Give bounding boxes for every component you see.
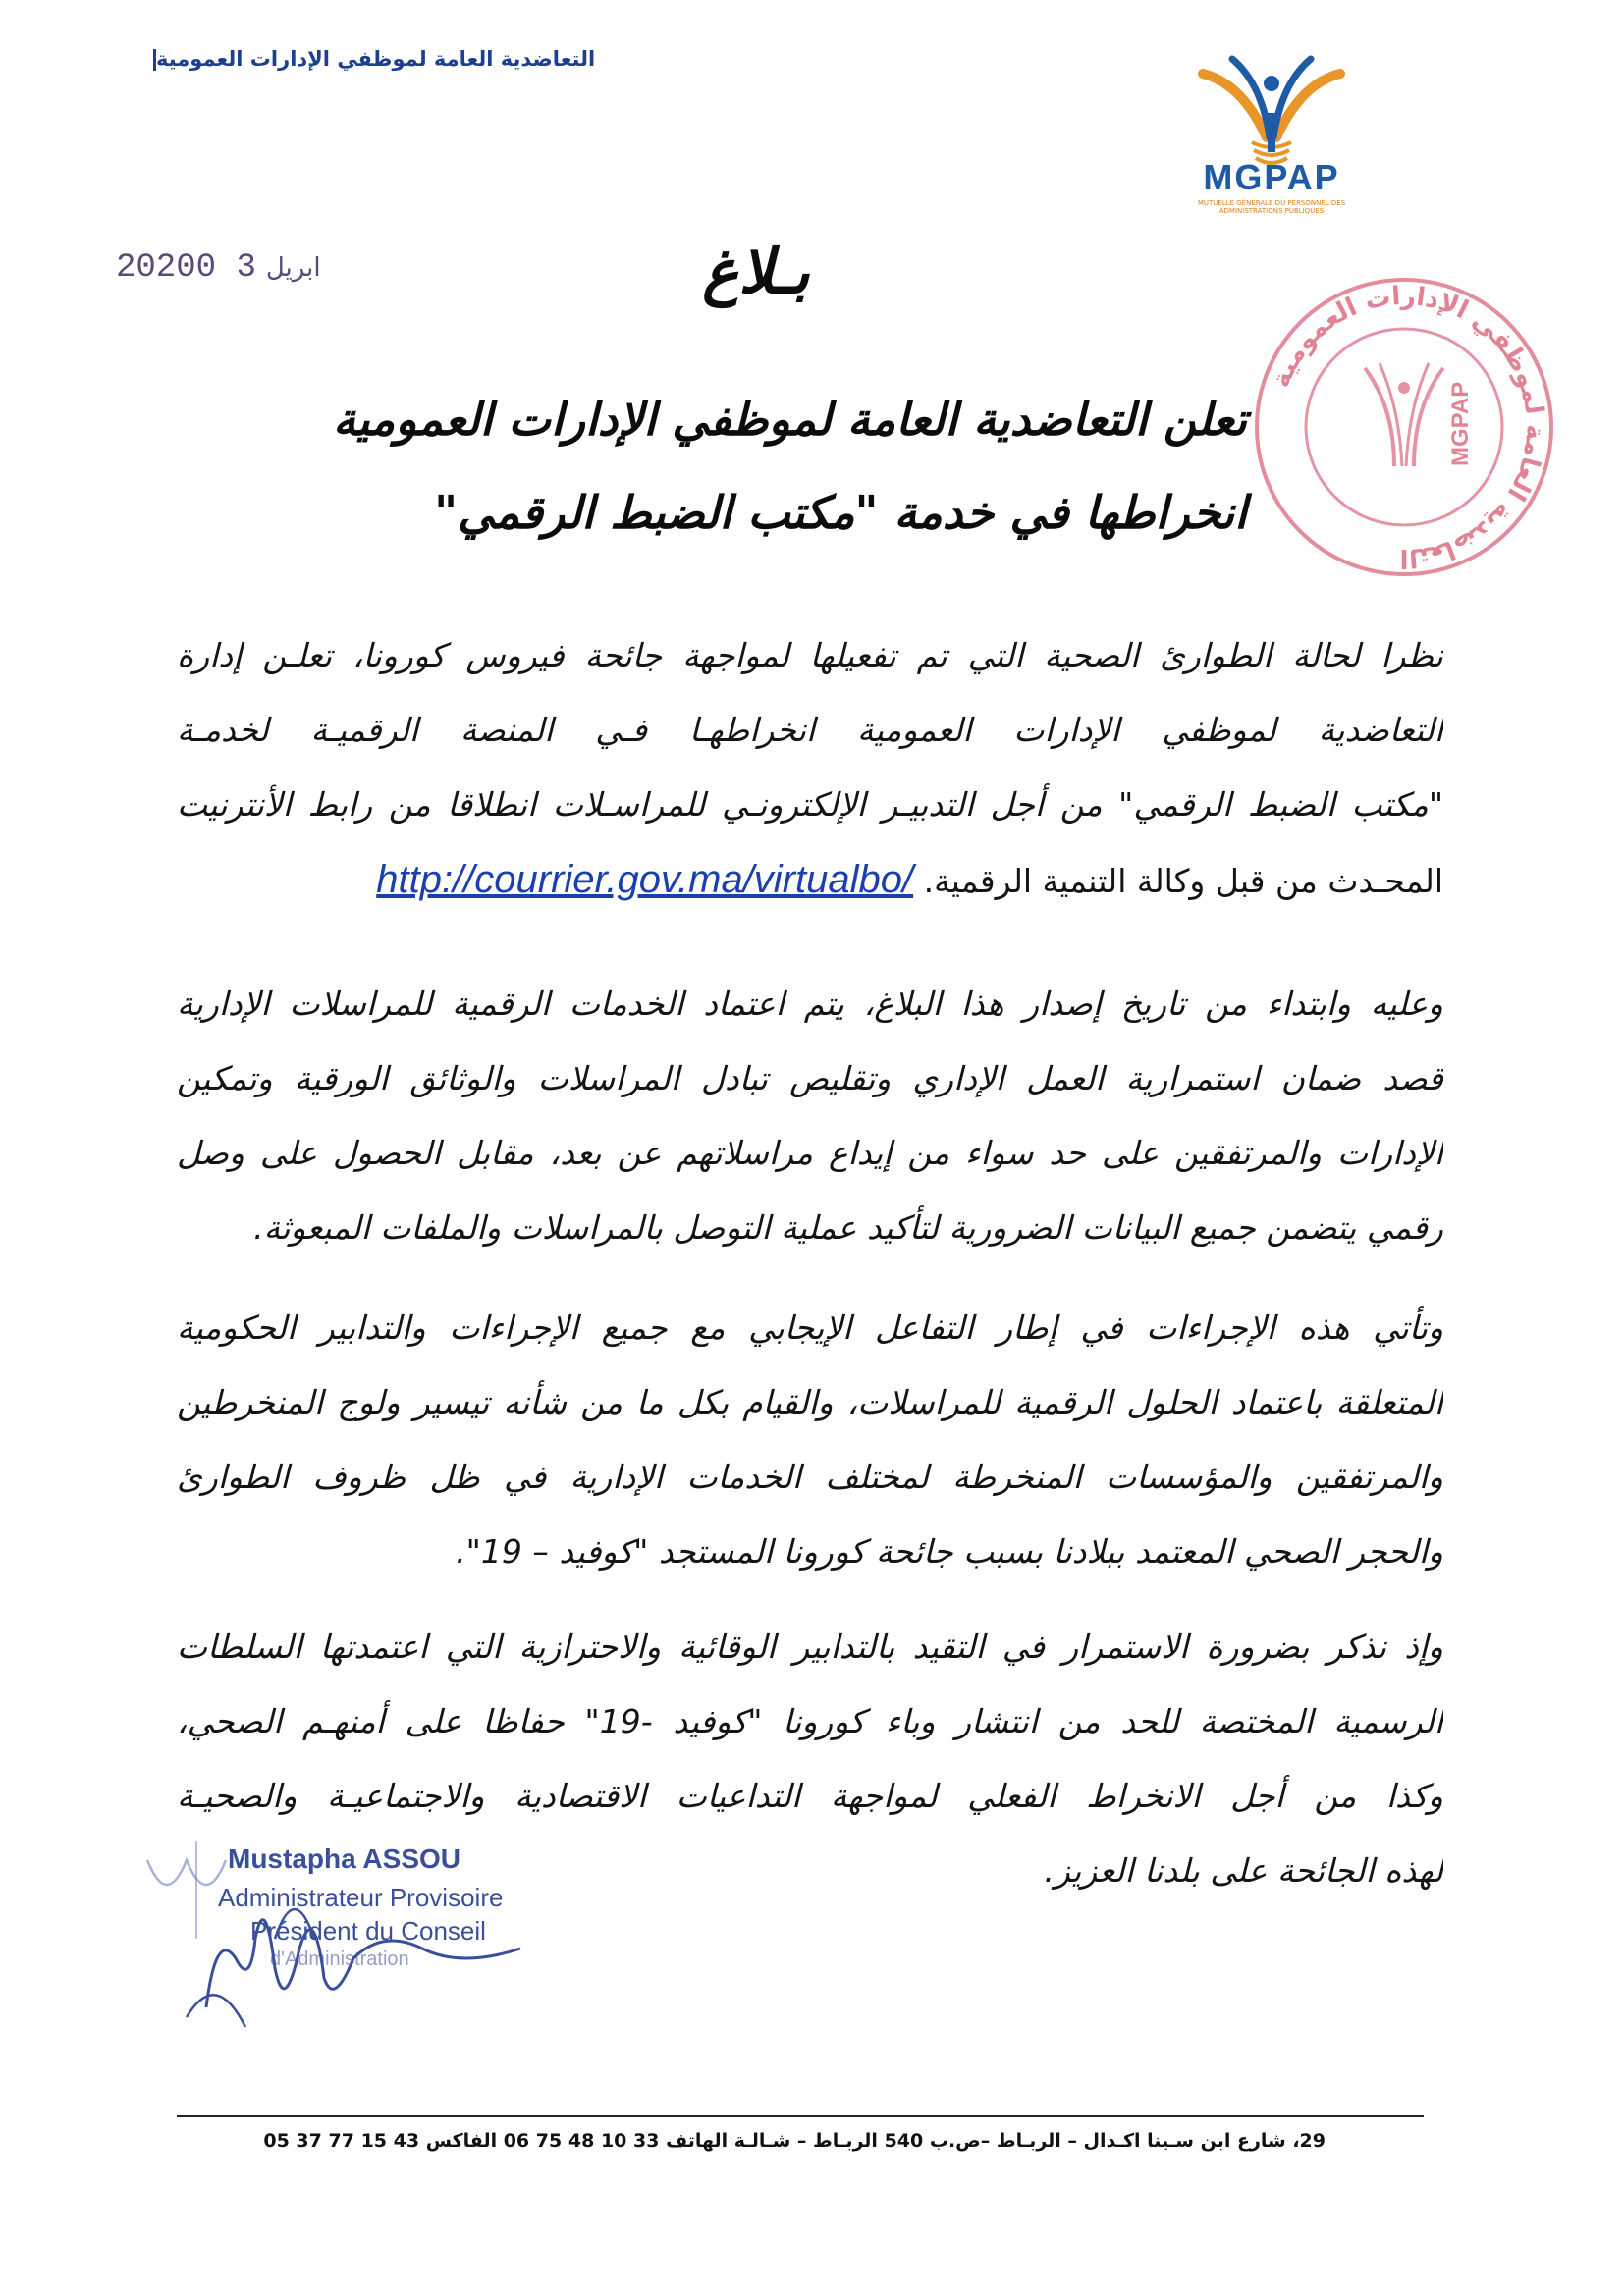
svg-text:التعاضدية العامة لموظفي الإدار xyxy=(1267,282,1550,572)
p3-line-2: المتعلقة باعتماد الحلول الرقمية للمراسلات، والقيام بكل ما من شأنه تيسير ولوج المنخرطين xyxy=(177,1383,1443,1421)
footer-address: 29، شارع ابن سـينا اكـدال – الربـاط –ص.ب 540 الربـاط – شـالـة الهاتف 33 10 48 75 06 الفاكس 43 15 77 37 05 xyxy=(263,2130,1326,2152)
p1-line-3: "مكتب الضبط الرقمي" من أجل التدبيـر الإلكترونـي للمراسـلات انطلاقا من رابط الأنترنيت xyxy=(177,785,1443,824)
signatory-title-3: d'Administration xyxy=(270,1949,409,1970)
signatory-title-1: Administrateur Provisoire xyxy=(218,1883,504,1912)
paragraph-1 xyxy=(177,618,1443,919)
seal-ring-text: التعاضدية العامة لموظفي الإدارات العمومية xyxy=(1266,281,1550,573)
paragraph-3 xyxy=(177,1291,1443,1589)
p4-line-1: وإذ نذكر بضرورة الاستمرار في التقيد بالتدابير الوقائية والاحترازية التي اعتمدتها السلطات xyxy=(177,1628,1443,1666)
communique-title: بـلاغ xyxy=(702,236,810,307)
p2-line-2: قصد ضمان استمرارية العمل الإداري وتقليص تبادل المراسلات والوثائق الورقية وتمكين xyxy=(177,1059,1443,1097)
p2-line-3: الإدارات والمرتفقين على حد سواء من إيداع مراسلاتهم عن بعد، مقابل الحصول على وصل xyxy=(177,1134,1443,1172)
p1-line-1: نظرا لحالة الطوارئ الصحية التي تم تفعيلها لمواجهة جائحة فيروس كورونا، تعلـن إدارة xyxy=(177,636,1443,674)
logo-tagline: MUTUELLE GÉNÉRALE DU PERSONNEL DES ADMINISTRATIONS PUBLIQUES xyxy=(1197,199,1346,215)
header-org-name xyxy=(147,47,619,71)
header-org-text: التعاضدية العامة لموظفي الإدارات العمومية xyxy=(156,47,596,71)
logo-wordmark: MGPAP xyxy=(1203,157,1340,197)
paragraph-2 xyxy=(177,967,1443,1265)
signatory-title-2: Président du Conseil xyxy=(250,1916,486,1946)
date-year: 2020 xyxy=(116,249,196,287)
seal-inner-text: MGPAP xyxy=(1447,381,1474,466)
p4-line-2: الرسمية المختصة للحد من انتشار وباء كورونا "كوفيد -19" حفاظا على أمنهـم الصحي، xyxy=(177,1702,1443,1740)
p4-line-3: وكذا من أجل الانخراط الفعلي لمواجهة التداعيات الاقتصادية والاجتماعيـة والصحيـة xyxy=(177,1777,1443,1815)
p3-line-3: والمرتفقين والمؤسسات المنخرطة لمختلف الخدمات الإدارية في ظل ظروف الطوارئ xyxy=(177,1458,1443,1496)
signatory-name: Mustapha ASSOU xyxy=(228,1843,460,1874)
headline-line-2: انخراطها في خدمة "مكتب الضبط الرقمي" xyxy=(434,486,1247,539)
p4-line-4: لهذه الجائحة على بلدنا العزيز. xyxy=(1044,1851,1443,1890)
date-stamp xyxy=(116,249,331,287)
p1-line-2: التعاضدية لموظفي الإدارات العمومية انخراطهـا فـي المنصة الرقميـة لخدمـة xyxy=(177,711,1443,749)
p1-line-4 xyxy=(177,842,1443,919)
p3-line-1: وتأتي هذه الإجراءات في إطار التفاعل الإيجابي مع جميع الإجراءات والتدابير الحكومية xyxy=(177,1308,1443,1347)
p3-line-4: والحجر الصحي المعتمد ببلادنا بسبب جائحة كورونا المستجد "كوفيد – 19". xyxy=(456,1532,1443,1571)
p2-line-4: رقمي يتضمن جميع البيانات الضرورية لتأكيد عملية التوصل بالمراسلات والملفات المبعوثة. xyxy=(253,1208,1443,1247)
footer-divider xyxy=(177,2115,1424,2117)
official-seal-stamp xyxy=(1247,270,1561,584)
headline-line-1: تعلن التعاضدية العامة لموظفي الإدارات العمومية xyxy=(333,393,1247,446)
date-day: 3 0 xyxy=(195,249,256,287)
p1-line-4-text: المحـدث من قبل وكالة التنمية الرقمية. xyxy=(923,862,1443,900)
virtualbo-link[interactable]: http://courrier.gov.ma/virtualbo/ xyxy=(376,858,914,901)
p2-line-1: وعليه وابتداء من تاريخ إصدار هذا البلاغ، يتم اعتماد الخدمات الرقمية للمراسلات الإدارية xyxy=(177,985,1443,1023)
date-month: ابريل xyxy=(265,253,321,283)
